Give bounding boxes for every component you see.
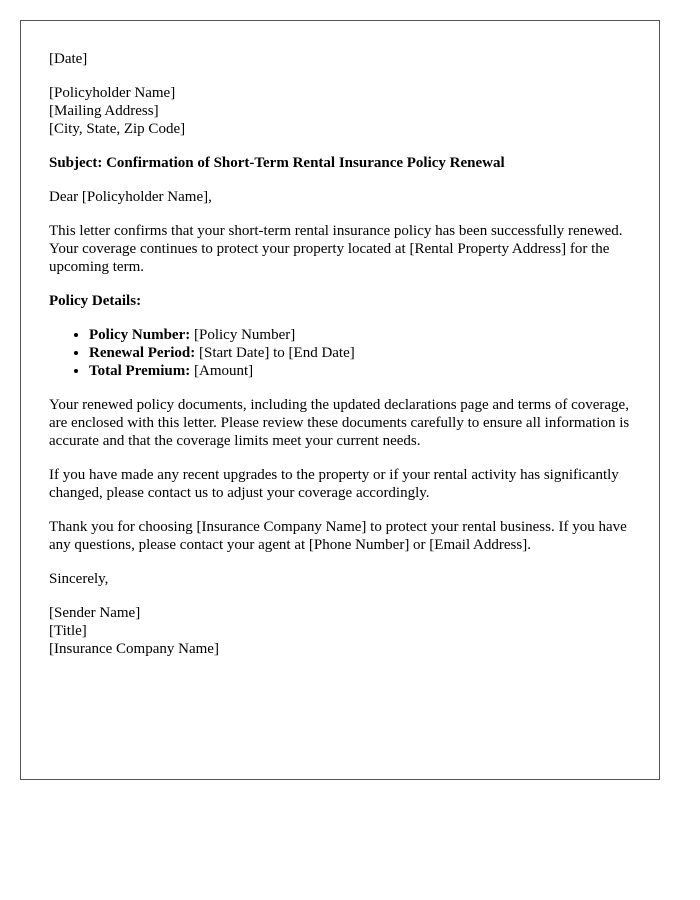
letter-page: [20, 20, 660, 780]
paragraph-documents: [49, 396, 631, 450]
paragraph-changes: [49, 466, 631, 502]
salutation: Dear [Policyholder Name],: [49, 189, 212, 205]
recipient-city-state-zip: [City, State, Zip Code]: [49, 121, 186, 137]
subject-line: [49, 154, 631, 172]
paragraph-text: Thank you for choosing [Insurance Company Name] to protect your rental business. If you have any questions, please contact your agent at [Phone Number] or [Email Address].: [49, 519, 627, 553]
subject-label: Subject:: [49, 155, 103, 171]
date-block: [49, 50, 631, 68]
detail-value: [Amount]: [194, 363, 254, 379]
detail-value: [Start Date] to [End Date]: [198, 345, 355, 361]
policy-details-heading: Policy Details:: [49, 293, 142, 309]
sender-title: [Title]: [49, 623, 87, 639]
sender-company: [Insurance Company Name]: [49, 641, 219, 657]
closing-block: [49, 570, 631, 588]
detail-label: Total Premium:: [89, 363, 191, 379]
detail-label: Renewal Period:: [89, 345, 196, 361]
signature-block: [49, 604, 631, 658]
salutation-block: [49, 188, 631, 206]
details-heading-block: [49, 292, 631, 310]
policy-details-list: [49, 326, 631, 380]
recipient-mailing-address: [Mailing Address]: [49, 103, 159, 119]
list-item-policy-number: [89, 326, 631, 344]
paragraph-text: Your renewed policy documents, including the updated declarations page and terms of coverage, are enclosed with this letter. Please review these documents carefully to ensure all information is accurate and that the coverage limits meet your current needs.: [49, 397, 630, 449]
recipient-address-block: [49, 84, 631, 138]
letter-date: [Date]: [49, 51, 88, 67]
detail-value: [Policy Number]: [193, 327, 296, 343]
sender-name: [Sender Name]: [49, 605, 141, 621]
closing: Sincerely,: [49, 571, 109, 587]
list-item-total-premium: [89, 362, 631, 380]
paragraph-text: If you have made any recent upgrades to the property or if your rental activity has significantly changed, please contact us to adjust your coverage accordingly.: [49, 467, 619, 501]
subject-text: Confirmation of Short-Term Rental Insurance Policy Renewal: [106, 155, 505, 171]
paragraph-confirmation: [49, 222, 631, 276]
list-item-renewal-period: [89, 344, 631, 362]
detail-label: Policy Number:: [89, 327, 191, 343]
paragraph-text: This letter confirms that your short-term rental insurance policy has been successfully renewed. Your coverage continues to protect your property located at [Rental Property Address] for the upcoming term.: [49, 223, 623, 275]
recipient-name: [Policyholder Name]: [49, 85, 176, 101]
paragraph-thanks: [49, 518, 631, 554]
